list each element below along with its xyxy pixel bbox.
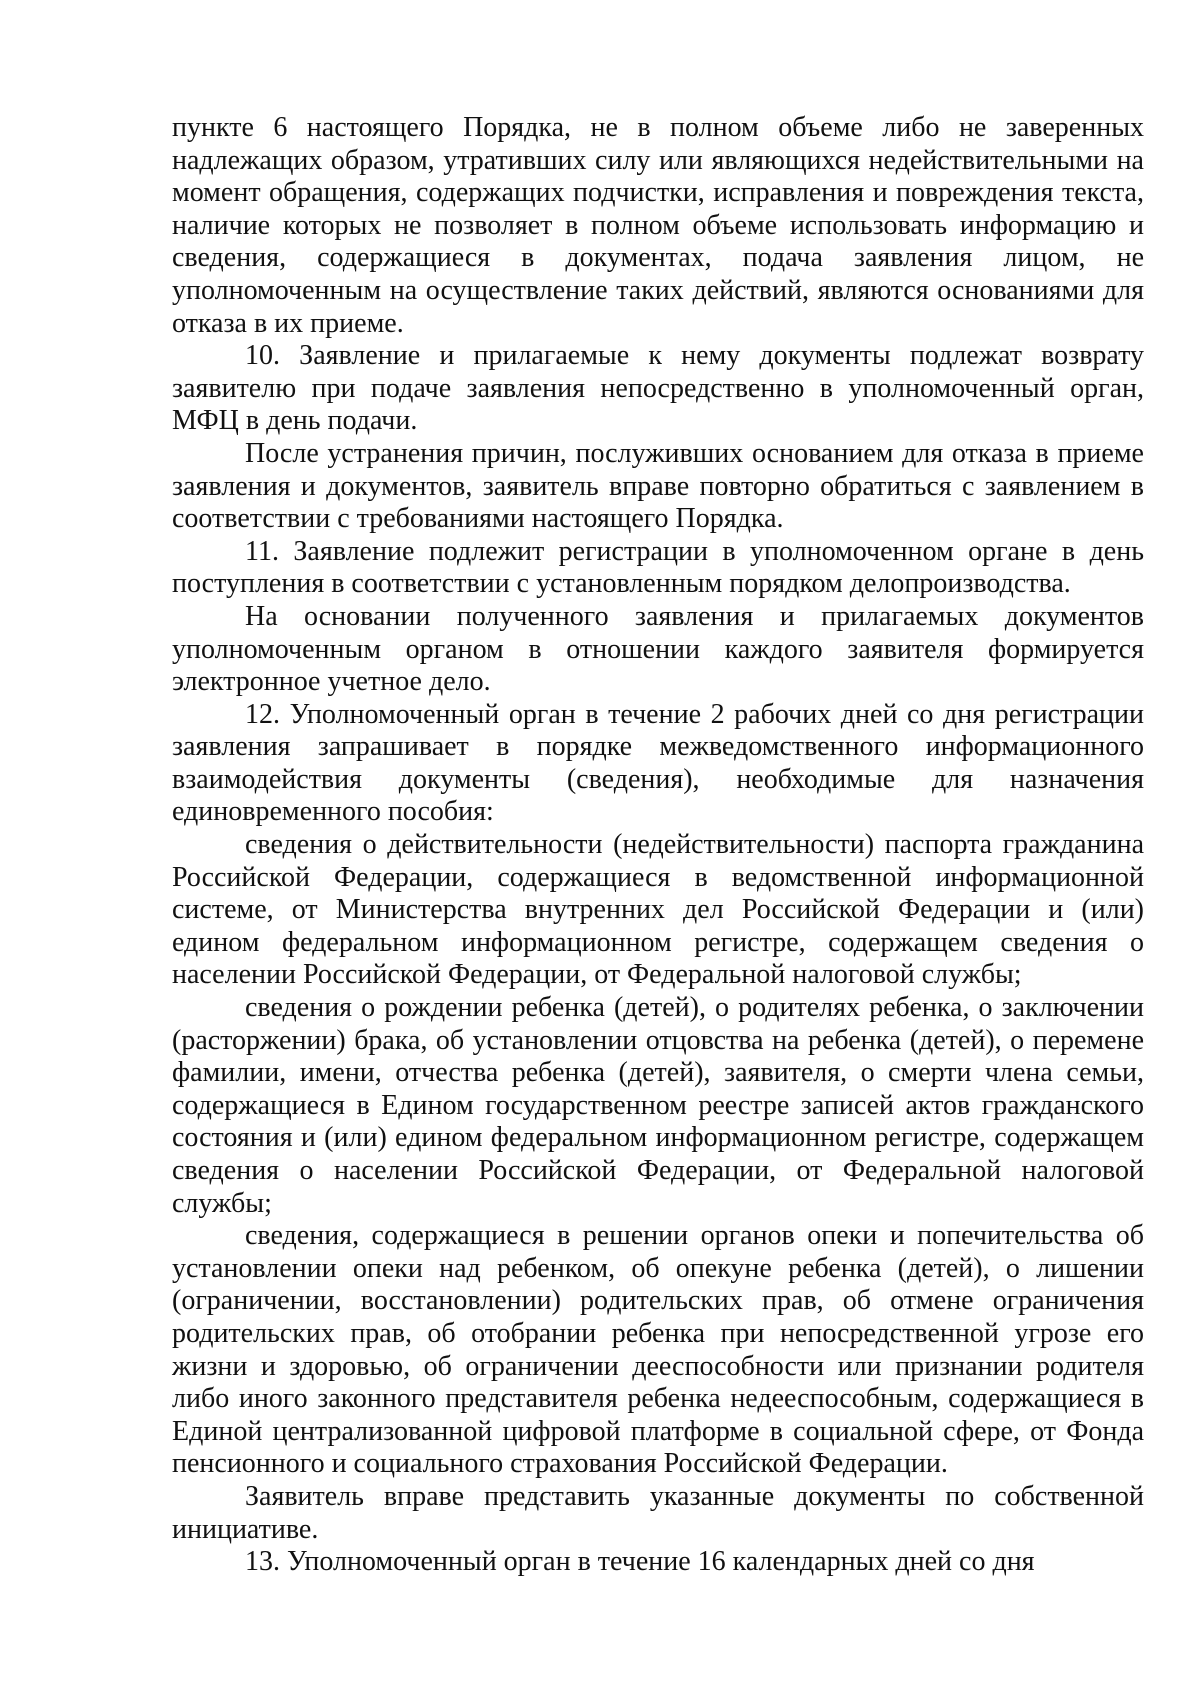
document-page: [172, 112, 1144, 1579]
paragraph-item-13: 13. Уполномоченный орган в течение 16 календарных дней со дня: [245, 1546, 1035, 1578]
paragraph-item-11: 11. Заявление подлежит регистрации в уполномоченном органе в день поступления в соответствии с установленным порядком делопроизводства.: [172, 535, 1144, 600]
paragraph-reapply: После устранения причин, послуживших основанием для отказа в приеме заявления и документов, заявитель вправе повторно обратиться с заявлением в соответствии с требованиями настоящего Порядка.: [172, 437, 1144, 535]
paragraph-electronic-file: На основании полученного заявления и прилагаемых документов уполномоченным органом в отношении каждого заявителя формируется электронное учетное дело.: [172, 600, 1144, 698]
paragraph-guardianship-info: сведения, содержащиеся в решении органов опеки и попечительства об установлении опеки над ребенком, об опекуне ребенка (детей), о лишении (ограничении, восстановлении) родительских прав, об отмене ограничения родительских прав, об отобрании ребенка при непосредственной угрозе его жизни и здоровью, об ограничении дееспособности или признании родителя либо иного законного представителя ребенка недееспособным, содержащиеся в Единой централизованной цифровой платформе в социальной сфере, от Фонда пенсионного и социального страхования Российской Федерации.: [172, 1220, 1144, 1480]
paragraph-birth-info: сведения о рождении ребенка (детей), о родителях ребенка, о заключении (расторжении) брака, об установлении отцовства на ребенка (детей), о перемене фамилии, имени, отчества ребенка (детей), заявителя, о смерти члена семьи, содержащиеся в Едином государственном реестре записей актов гражданского состояния и (или) едином федеральном информационном регистре, содержащем сведения о населении Российской Федерации, от Федеральной налоговой службы;: [172, 992, 1144, 1219]
paragraph-passport-info: сведения о действительности (недействительности) паспорта гражданина Российской Федерации, содержащиеся в ведомственной информационной системе, от Министерства внутренних дел Российской Федерации и (или) едином федеральном информационном регистре, содержащем сведения о населении Российской Федерации, от Федеральной налоговой службы;: [172, 829, 1144, 991]
paragraph-grounds-for-refusal: пункте 6 настоящего Порядка, не в полном объеме либо не заверенных надлежащих образом, утративших силу или являющихся недействительными на момент обращения, содержащих подчистки, исправления и повреждения текста, наличие которых не позволяет в полном объеме использовать информацию и сведения, содержащиеся в документах, подача заявления лицом, не уполномоченным на осуществление таких действий, являются основаниями для отказа в их приеме.: [172, 112, 1144, 339]
paragraph-item-10: 10. Заявление и прилагаемые к нему документы подлежат возврату заявителю при подаче заявления непосредственно в уполномоченный орган, МФЦ в день подачи.: [172, 340, 1144, 437]
paragraph-item-12: 12. Уполномоченный орган в течение 2 рабочих дней со дня регистрации заявления запрашивает в порядке межведомственного информационного взаимодействия документы (сведения), необходимые для назначения единовременного пособия:: [172, 698, 1144, 828]
paragraph-own-initiative: Заявитель вправе представить указанные документы по собственной инициативе.: [172, 1480, 1144, 1545]
